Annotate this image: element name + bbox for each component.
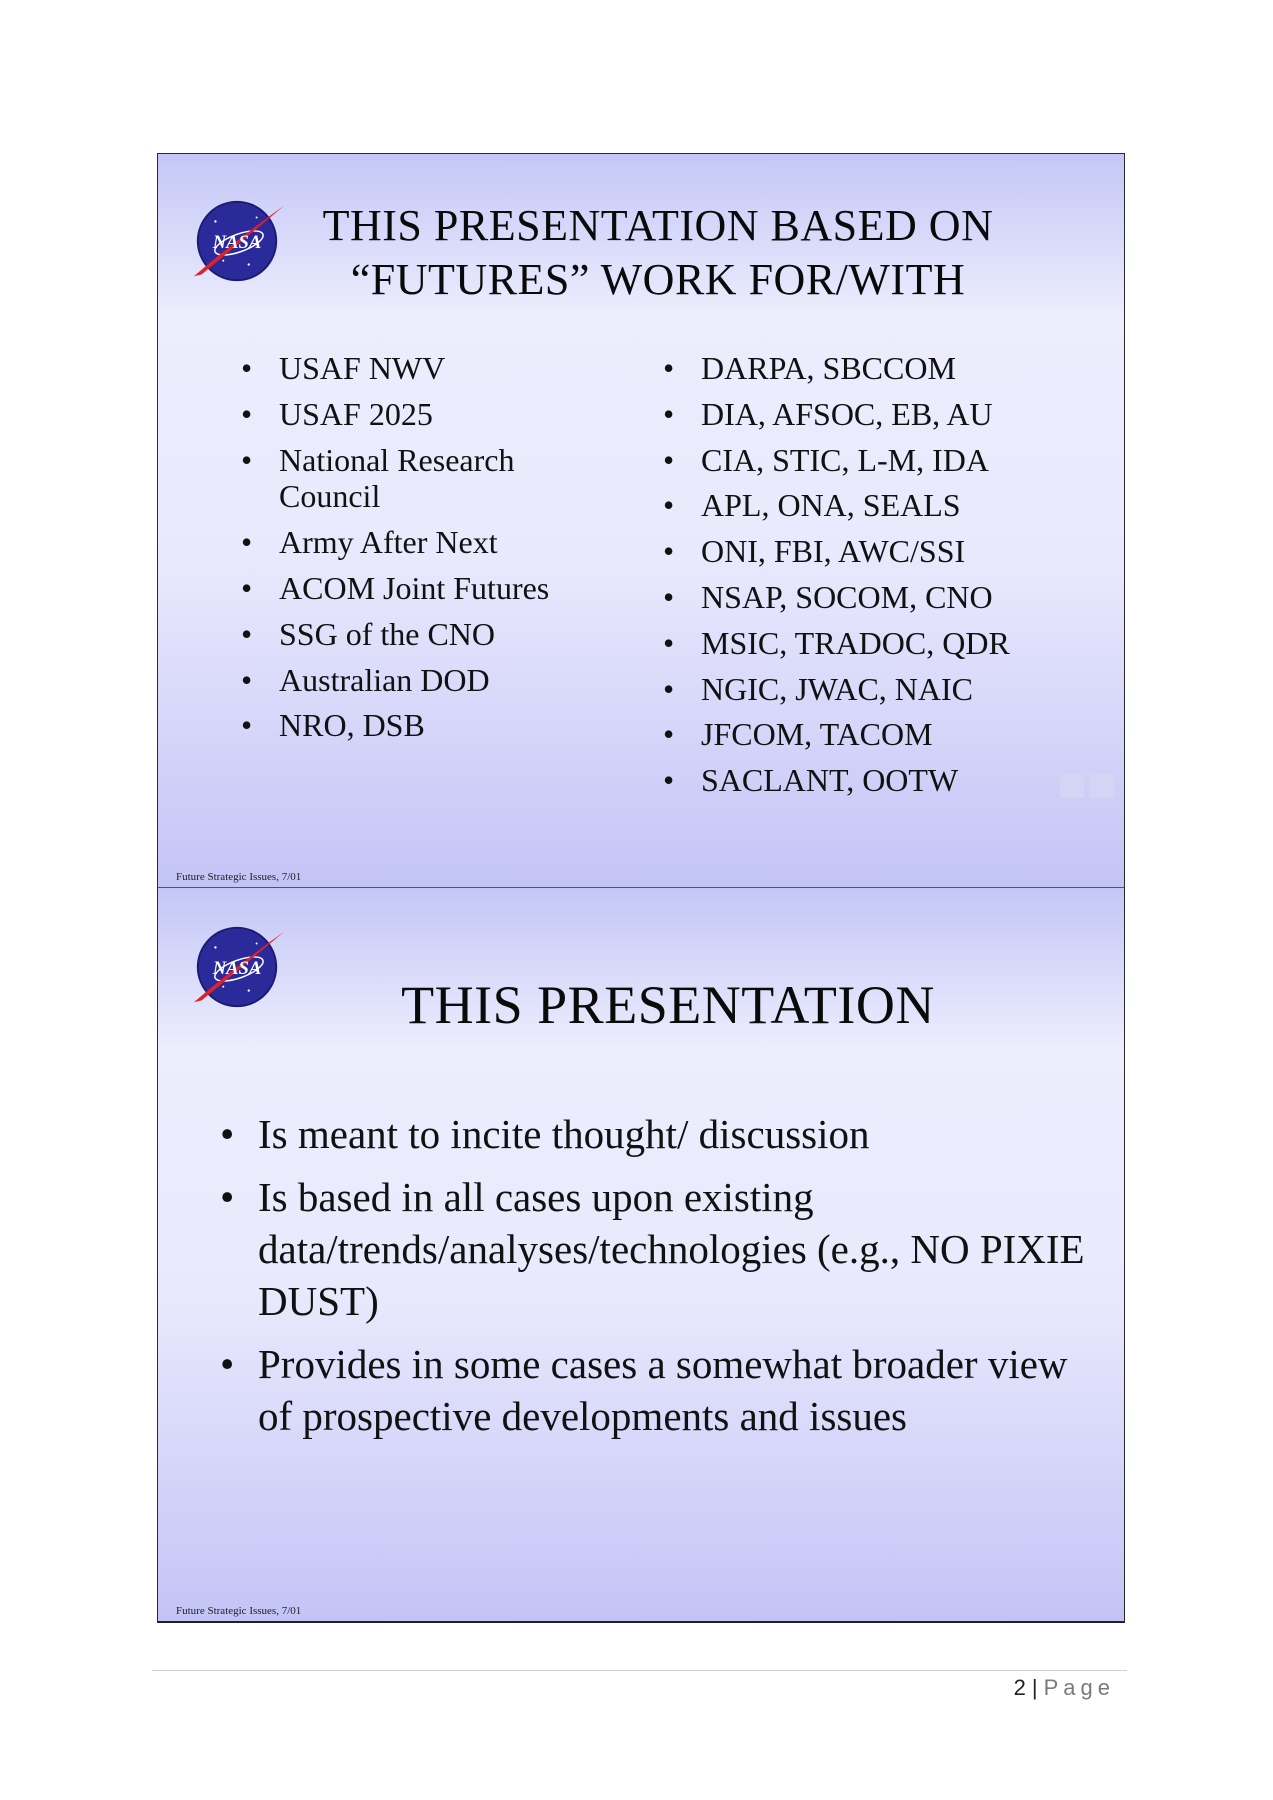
list-item: • National Research Council <box>241 441 515 515</box>
slide-title <box>278 199 1038 306</box>
page-number <box>1014 1675 1115 1701</box>
list-item: • Is based in all cases upon existing data/trends/analyses/technologies (e.g., NO PIXIE DUST) <box>220 1174 1085 1325</box>
presentation-points-list <box>220 1108 1100 1453</box>
nasa-logo-icon <box>188 918 286 1016</box>
slide-futures-work <box>157 153 1125 888</box>
svg-text:NASA: NASA <box>212 231 262 253</box>
title-line-1: THIS PRESENTATION BASED ON <box>322 201 994 250</box>
list-item: • NRO, DSB <box>241 707 425 744</box>
slide-nav-squares <box>1060 774 1114 798</box>
list-item: • SACLANT, OOTW <box>663 762 959 799</box>
page-separator: | <box>1031 1675 1038 1700</box>
right-organization-list <box>663 350 1083 808</box>
list-item: • NSAP, SOCOM, CNO <box>663 578 993 615</box>
list-item: • ACOM Joint Futures <box>241 569 550 606</box>
nasa-logo-icon <box>188 192 286 290</box>
list-item: • NGIC, JWAC, NAIC <box>663 670 973 707</box>
list-item: • DARPA, SBCCOM <box>663 350 956 386</box>
left-organization-list <box>241 350 621 753</box>
list-item: • CIA, STIC, L-M, IDA <box>663 441 989 478</box>
nav-square <box>1060 774 1084 798</box>
slide-footer: Future Strategic Issues, 7/01 <box>176 871 302 883</box>
list-item: • SSG of the CNO <box>241 615 496 652</box>
title-line-2: “FUTURES” WORK FOR/WITH <box>350 254 966 304</box>
footer-divider <box>152 1670 1127 1671</box>
list-item: • Provides in some cases a somewhat broader view of prospective developments and issues <box>220 1341 1068 1440</box>
slide-footer: Future Strategic Issues, 7/01 <box>176 1605 302 1617</box>
list-item: • ONI, FBI, AWC/SSI <box>663 533 966 570</box>
list-item: • DIA, AFSOC, EB, AU <box>663 395 993 432</box>
list-item: • APL, ONA, SEALS <box>663 487 961 524</box>
slide-title: THIS PRESENTATION <box>401 975 935 1035</box>
nav-square <box>1090 774 1114 798</box>
list-item: • Army After Next <box>241 524 498 561</box>
list-item: • MSIC, TRADOC, QDR <box>663 624 1010 661</box>
page-word: Page <box>1043 1675 1115 1700</box>
list-item: • USAF NWV <box>241 350 446 386</box>
slide-this-presentation <box>157 888 1125 1623</box>
svg-text:NASA: NASA <box>212 957 262 979</box>
list-item: • JFCOM, TACOM <box>663 716 933 753</box>
list-item: • Is meant to incite thought/ discussion <box>220 1111 870 1157</box>
list-item: • Australian DOD <box>241 661 490 698</box>
list-item: • USAF 2025 <box>241 395 433 432</box>
page-number-value: 2 <box>1013 1675 1026 1700</box>
